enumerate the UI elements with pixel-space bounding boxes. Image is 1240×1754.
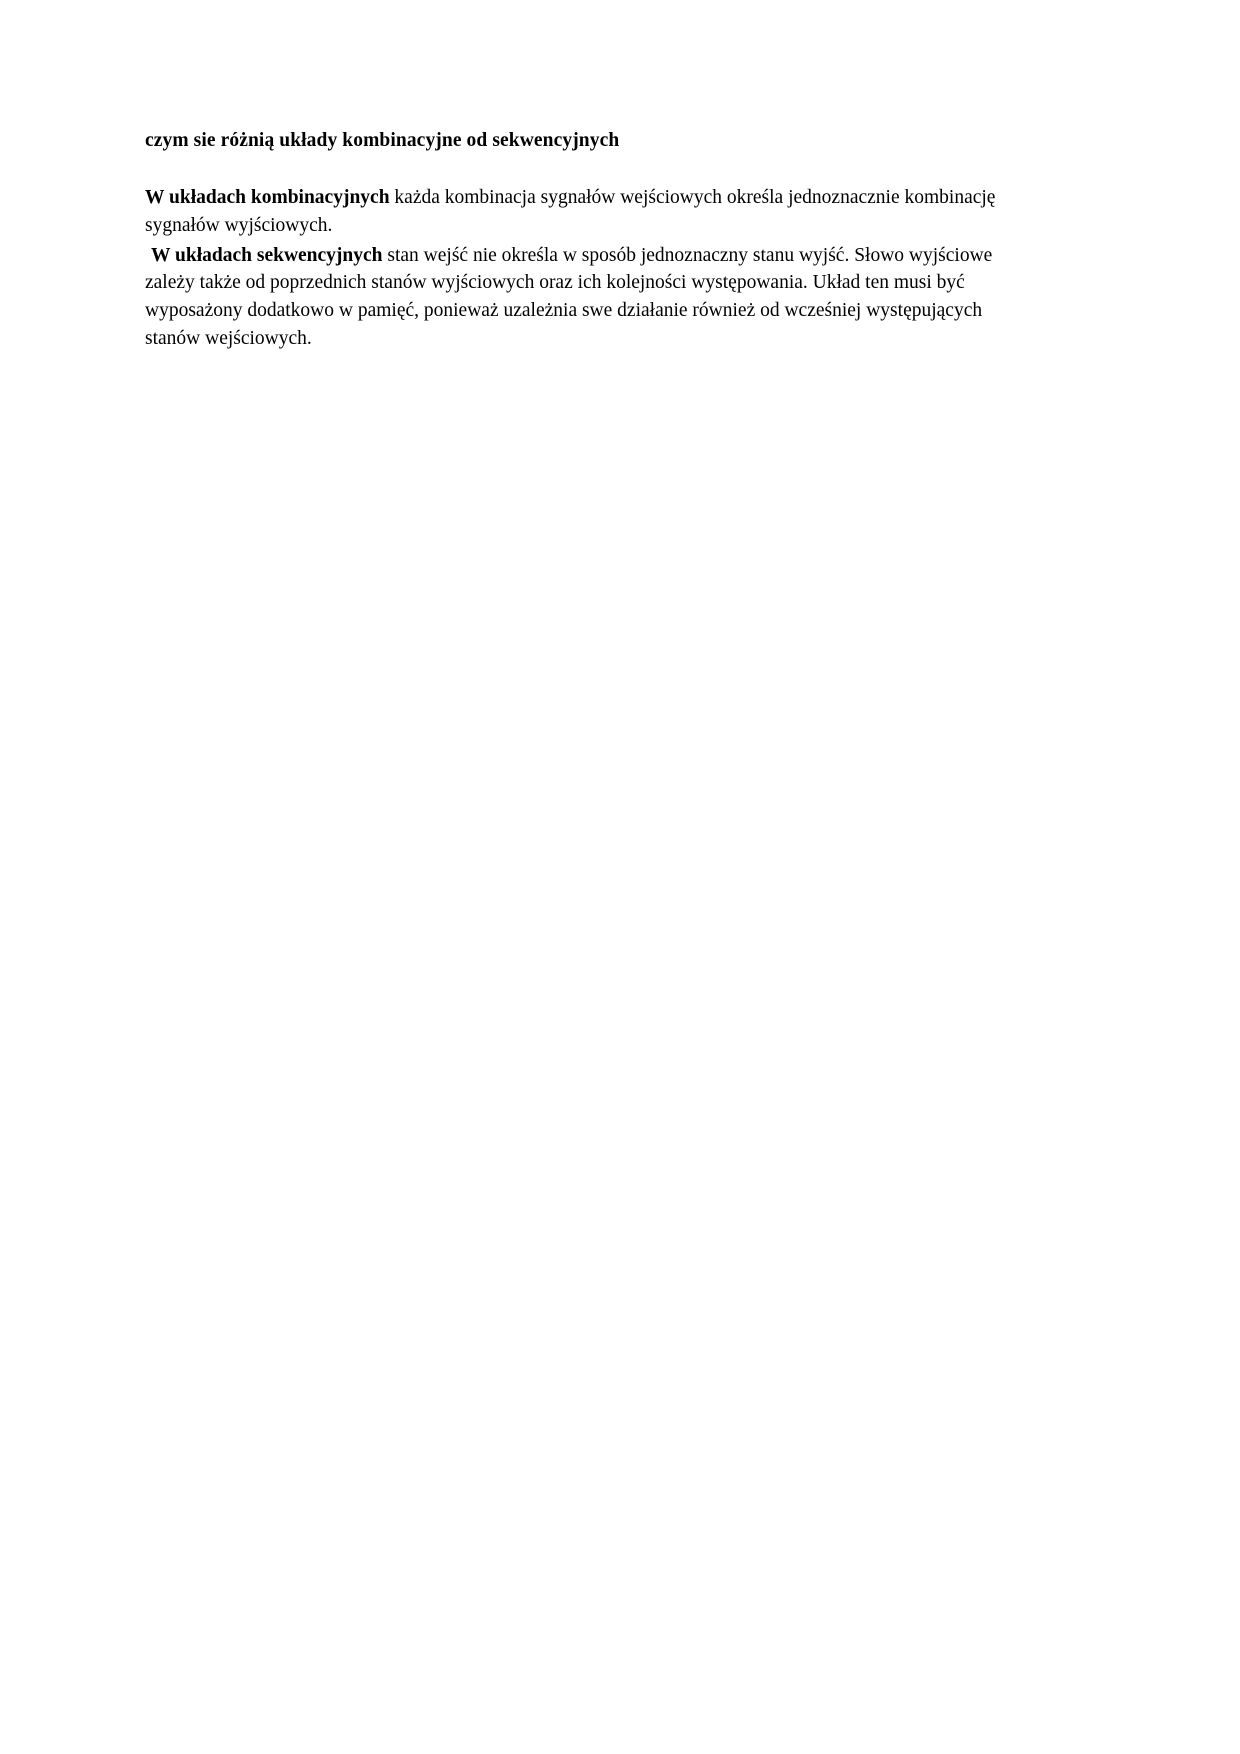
paragraph-sekwencyjne-lead: W układach sekwencyjnych <box>151 244 383 266</box>
paragraph-sekwencyjne <box>145 242 1015 353</box>
paragraph-sekwencyjne-text: stan wejść nie określa w sposób jednoznaczny stanu wyjść. Słowo wyjściowe zależy także od poprzednich stanów wyjściowych oraz ich kolejności występowania. Układ ten musi być wyposażony dodatkowo w pamięć, ponieważ uzależnia swe działanie również od wcześniej występujących stanów wejściowych. <box>145 244 993 349</box>
paragraph-kombinacyjne-text: każda kombinacja sygnałów wejściowych określa jednoznacznie kombinację sygnałów wyjściowych. <box>145 187 996 236</box>
page-title: czym sie różnią układy kombinacyjne od sekwencyjnych <box>145 130 620 151</box>
document-body <box>145 128 1015 354</box>
paragraph-kombinacyjne-lead: W układach kombinacyjnych <box>145 187 390 209</box>
paragraph-kombinacyjne <box>145 184 1015 239</box>
